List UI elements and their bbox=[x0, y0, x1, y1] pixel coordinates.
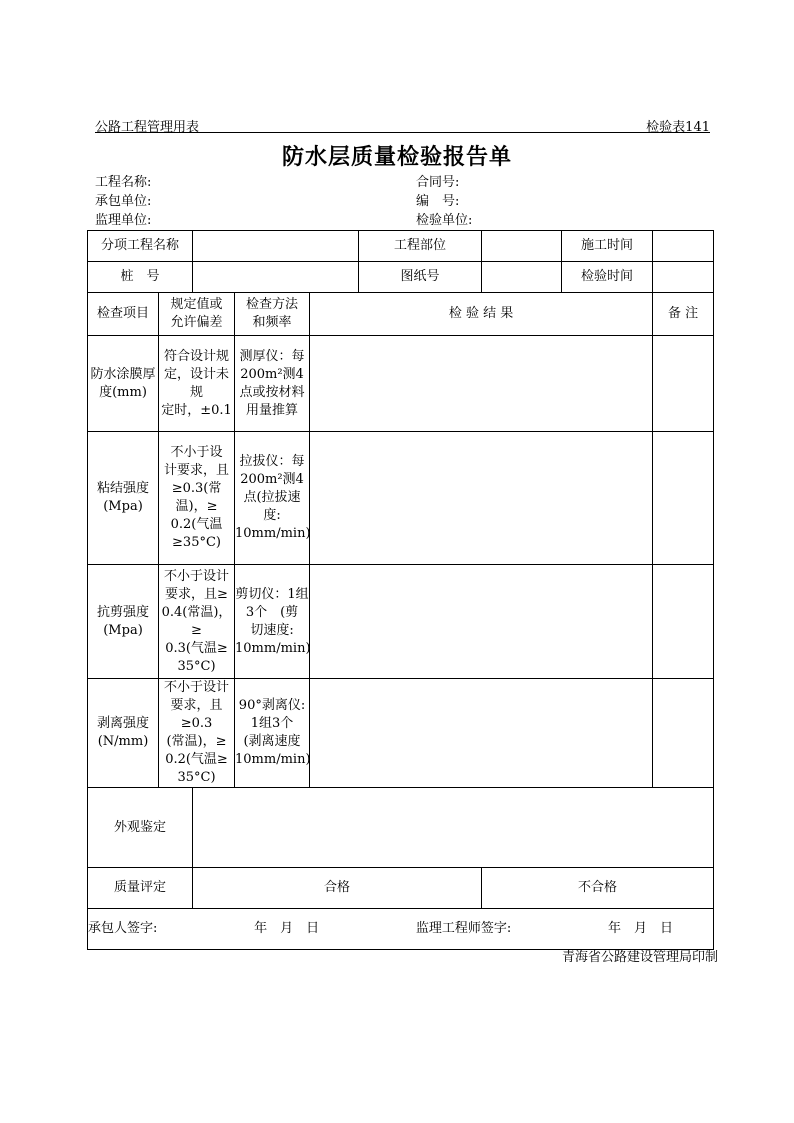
item-row bbox=[88, 432, 714, 565]
header-left: 公路工程管理用表 bbox=[95, 120, 200, 135]
col-item: 检查项目 bbox=[88, 293, 159, 336]
item-name: 抗剪强度 (Mpa) bbox=[88, 565, 159, 679]
signature-cell bbox=[88, 909, 714, 950]
quality-label: 质量评定 bbox=[88, 868, 193, 909]
item-name: 防水涂膜厚 度(mm) bbox=[88, 336, 159, 432]
col-tolerance: 规定值或 允许偏差 bbox=[159, 293, 235, 336]
subproject-value[interactable] bbox=[193, 231, 359, 262]
item-row bbox=[88, 679, 714, 788]
supervisor-label: 监理单位: bbox=[95, 213, 152, 228]
item-result[interactable] bbox=[310, 432, 653, 565]
item-method: 拉拔仪：每 200m²测4 点(拉拔速度: 10mm/min) bbox=[235, 432, 310, 565]
subproject-label: 分项工程名称 bbox=[88, 231, 193, 262]
item-remark[interactable] bbox=[653, 679, 714, 788]
item-remark[interactable] bbox=[653, 336, 714, 432]
page-title: 防水层质量检验报告单 bbox=[281, 144, 512, 170]
inspection-unit-label: 检验单位: bbox=[416, 213, 473, 228]
project-part-label: 工程部位 bbox=[359, 231, 482, 262]
item-name: 粘结强度 (Mpa) bbox=[88, 432, 159, 565]
appearance-label: 外观鉴定 bbox=[88, 788, 193, 868]
inspection-time-label: 检验时间 bbox=[562, 262, 653, 293]
inspection-time-value[interactable] bbox=[653, 262, 714, 293]
info-row-1 bbox=[88, 231, 714, 262]
item-row bbox=[88, 336, 714, 432]
item-row bbox=[88, 565, 714, 679]
item-remark[interactable] bbox=[653, 565, 714, 679]
pile-no-value[interactable] bbox=[193, 262, 359, 293]
col-method: 检查方法 和频率 bbox=[235, 293, 310, 336]
contract-no-label: 合同号: bbox=[416, 175, 460, 190]
contractor-label: 承包单位: bbox=[95, 194, 152, 209]
project-name-label: 工程名称: bbox=[95, 175, 152, 190]
construction-time-value[interactable] bbox=[653, 231, 714, 262]
serial-no-label: 编 号: bbox=[416, 194, 460, 209]
engineer-sign-date: 年 月 日 bbox=[608, 921, 674, 936]
signature-row bbox=[88, 909, 714, 950]
pile-no-label: 桩 号 bbox=[88, 262, 193, 293]
appearance-row bbox=[88, 788, 714, 868]
col-remark: 备 注 bbox=[653, 293, 714, 336]
item-tolerance: 不小于设 计要求，且 ≥0.3(常 温)，≥ 0.2(气温 ≥35°C) bbox=[159, 432, 235, 565]
item-tolerance: 不小于设计 要求，且≥0.3 (常温)，≥ 0.2(气温≥ 35°C) bbox=[159, 679, 235, 788]
appearance-value[interactable] bbox=[193, 788, 714, 868]
meta-left bbox=[95, 173, 151, 230]
drawing-no-label: 图纸号 bbox=[359, 262, 482, 293]
inspection-form bbox=[87, 230, 714, 950]
engineer-sign-label: 监理工程师签字: bbox=[415, 921, 512, 936]
item-tolerance: 符合设计规 定，设计未规 定时，±0.1 bbox=[159, 336, 235, 432]
header-right: 检验表141 bbox=[646, 120, 710, 135]
item-method: 剪切仪：1组 3个 (剪 切速度: 10mm/min) bbox=[235, 565, 310, 679]
quality-fail[interactable]: 不合格 bbox=[482, 868, 714, 909]
quality-row bbox=[88, 868, 714, 909]
item-method: 90°剥离仪: 1组3个 (剥离速度 10mm/min) bbox=[235, 679, 310, 788]
item-method: 测厚仪：每 200m²测4 点或按材料 用量推算 bbox=[235, 336, 310, 432]
col-result: 检 验 结 果 bbox=[310, 293, 653, 336]
info-row-2 bbox=[88, 262, 714, 293]
header-divider bbox=[95, 132, 710, 133]
item-result[interactable] bbox=[310, 679, 653, 788]
item-name: 剥离强度 (N/mm) bbox=[88, 679, 159, 788]
meta-right bbox=[416, 173, 472, 230]
item-tolerance: 不小于设计 要求，且≥ 0.4(常温)，≥ 0.3(气温≥ 35°C) bbox=[159, 565, 235, 679]
column-header-row bbox=[88, 293, 714, 336]
drawing-no-value[interactable] bbox=[482, 262, 562, 293]
project-part-value[interactable] bbox=[482, 231, 562, 262]
contractor-sign-date: 年 月 日 bbox=[254, 921, 320, 936]
construction-time-label: 施工时间 bbox=[562, 231, 653, 262]
item-result[interactable] bbox=[310, 565, 653, 679]
footer-printer: 青海省公路建设管理局印制 bbox=[561, 950, 718, 965]
item-result[interactable] bbox=[310, 336, 653, 432]
quality-pass[interactable]: 合格 bbox=[193, 868, 482, 909]
contractor-sign-label: 承包人签字: bbox=[88, 921, 158, 936]
item-remark[interactable] bbox=[653, 432, 714, 565]
